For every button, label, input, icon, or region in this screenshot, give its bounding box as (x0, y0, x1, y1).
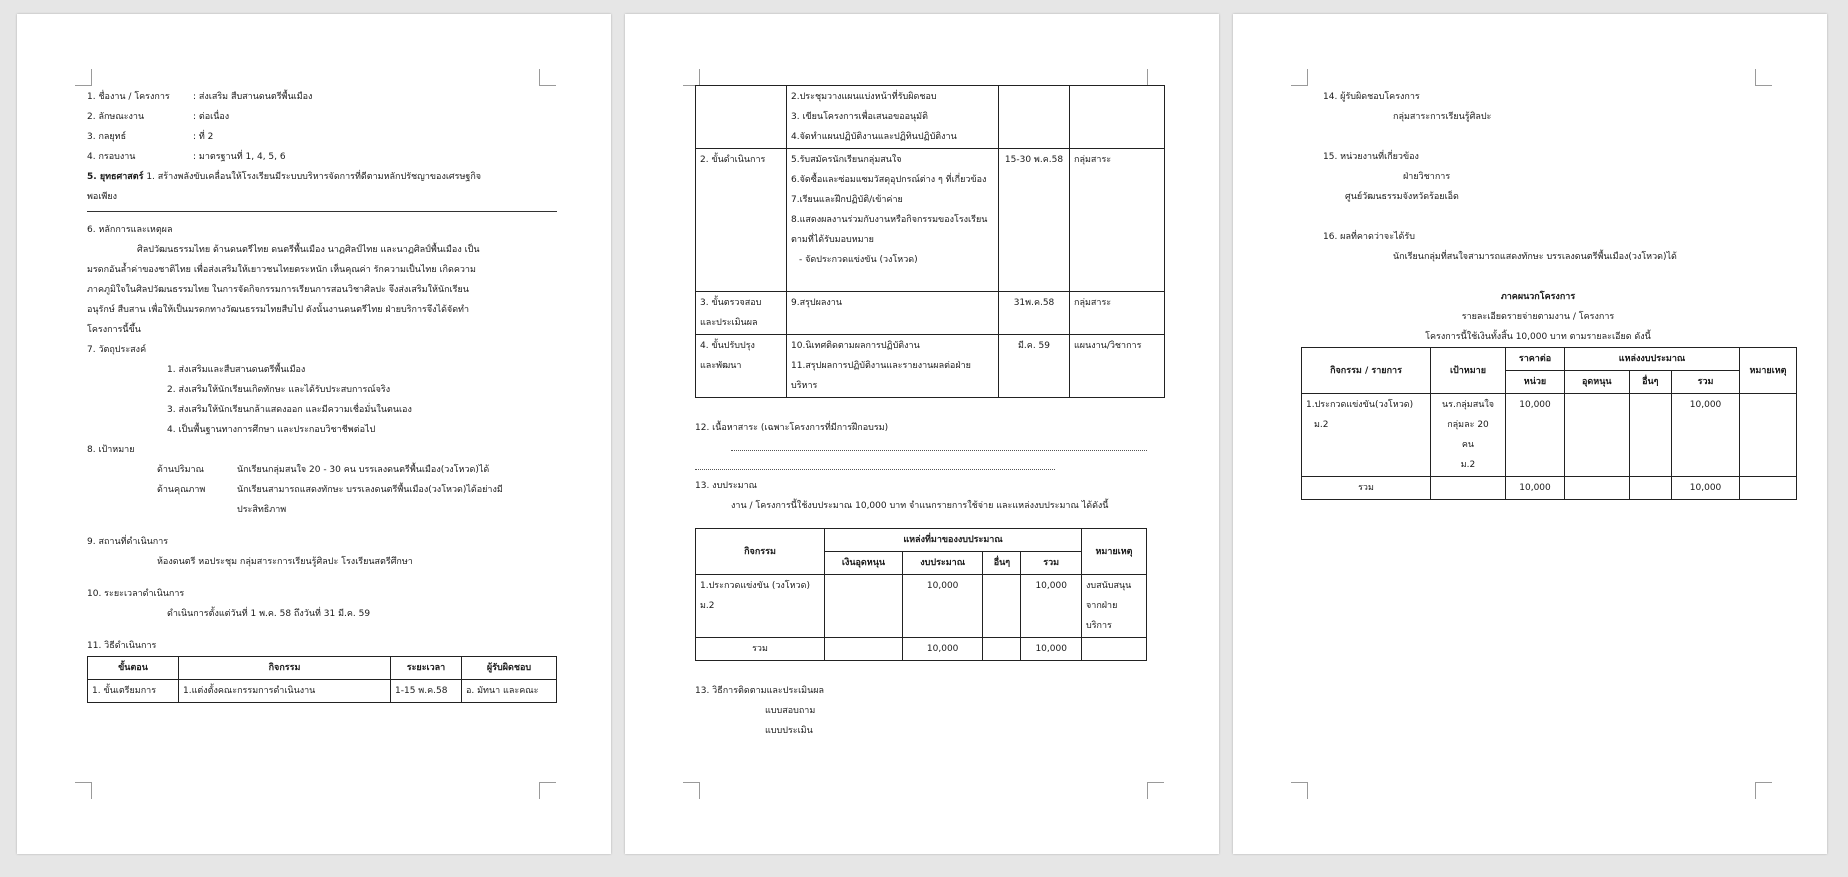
table-header-row (88, 657, 557, 680)
objective-item: 3. ส่งเสริมให้นักเรียนกล้าแสดงออก และมีความเชื่อมั่นในตนเอง (167, 405, 412, 415)
section-9-text: ห้องดนตรี หอประชุม กลุ่มสาระการเรียนรู้ศิลปะ โรงเรียนสตรีศึกษา (157, 557, 413, 567)
page-3-body (1303, 87, 1787, 500)
table-row: 2.ประชุมวางแผนแบ่งหน้าที่รับผิดชอบ 3. เขียนโครงการเพื่อเสนอขออนุมัติ 4.จัดทำแผนปฏิบัติงานและปฏิทินปฏิบัติงาน (696, 86, 1165, 149)
appendix-subtitle-2: โครงการนี้ใช้เงินทั้งสิ้น 10,000 บาท ตามรายละเอียด ดังนี้ (1425, 332, 1651, 342)
crop-mark (1755, 782, 1772, 799)
dotted-line (695, 457, 1055, 470)
section-6-title: 6. หลักการและเหตุผล (87, 225, 173, 235)
crop-mark (1147, 69, 1164, 86)
section-8-title: 8. เป้าหมาย (87, 445, 135, 455)
objective-item: 2. ส่งเสริมให้นักเรียนเกิดทักษะ และได้รับประสบการณ์จริง (167, 385, 391, 395)
objective-item: 1. ส่งเสริมและสืบสานดนตรีพื้นเมือง (167, 365, 306, 375)
objective-item: 4. เป็นพื้นฐานทางการศึกษา และประกอบวิชาชีพต่อไป (167, 425, 376, 435)
section-16-text: นักเรียนกลุ่มที่สนใจสามารถแสดงทักษะ บรรเลงดนตรีพื้นเมือง(วงโหวด)ได้ (1393, 252, 1677, 262)
target-quantity: ด้านปริมาณ นักเรียนกลุ่มสนใจ 20 - 30 คน บรรเลงดนตรีพื้นเมือง(วงโหวด)ได้ (157, 465, 490, 475)
method-table (87, 656, 557, 703)
crop-mark (75, 782, 92, 799)
section-14-title: 14. ผู้รับผิดชอบโครงการ (1323, 92, 1420, 102)
page-1-body (87, 87, 557, 703)
appendix-subtitle: รายละเอียดรายจ่ายตามงาน / โครงการ (1461, 312, 1615, 322)
budget-table (695, 528, 1147, 661)
strategy-line-2: พอเพียง (87, 192, 118, 202)
table-total-row: รวม 10,000 10,000 (696, 638, 1147, 661)
table-row: 2. ขั้นดำเนินการ 5.รับสมัครนักเรียนกลุ่มสนใจ 6.จัดซื้อและซ่อมแซมวัสดุอุปกรณ์ต่าง ๆ ที่เกี่ยวข้อง 7.เรียนและฝึกปฏิบัติ/เข้าค่าย 8.แสดงผลงานร่วมกับงานหรือกิจกรรมของโรงเรียน ตามที่ได้รับมอบหมาย - จัดประกวดแข่งขัน (วงโหวด) 15-30 พ.ค.58 กลุ่มสาระ (696, 149, 1165, 292)
crop-mark (75, 69, 92, 86)
section-6-line: มรดกอันล้ำค่าของชาติไทย เพื่อส่งเสริมให้เยาวชนไทยตระหนัก เห็นคุณค่า รักความเป็นไทย เกิดความ (87, 265, 476, 275)
section-15-title: 15. หน่วยงานที่เกี่ยวข้อง (1323, 152, 1419, 162)
section-6-line: ศิลปวัฒนธรรมไทย ด้านดนตรีไทย ดนตรีพื้นเมือง นาฏศิลป์ไทย และนาฏศิลป์พื้นเมือง เป็น (137, 245, 480, 255)
header-duration: ระยะเวลา (391, 657, 462, 680)
info-line: 3. กลยุทธ์ : ที่ 2 (87, 132, 214, 142)
info-line: 4. กรอบงาน : มาตรฐานที่ 1, 4, 5, 6 (87, 152, 286, 162)
evaluation-item: แบบประเมิน (765, 726, 813, 736)
table-header-row: กิจกรรม แหล่งที่มาของงบประมาณ หมายเหตุ (696, 529, 1147, 552)
crop-mark (1291, 782, 1308, 799)
section-7-title: 7. วัตถุประสงค์ (87, 345, 147, 355)
page-2-body (695, 85, 1165, 741)
table-total-row: รวม 10,000 10,000 (1302, 477, 1797, 500)
section-16-title: 16. ผลที่คาดว่าจะได้รับ (1323, 232, 1415, 242)
header-activity: กิจกรรม (179, 657, 391, 680)
document-page-1 (17, 14, 611, 854)
table-row: 1.ประกวดแข่งขัน (วงโหวด) ม.2 10,000 10,000 งบสนับสนุน จากฝ่าย บริการ (696, 575, 1147, 638)
section-10-text: ดำเนินการตั้งแต่วันที่ 1 พ.ค. 58 ถึงวันที่ 31 มี.ค. 59 (167, 609, 371, 619)
table-header-row: กิจกรรม / รายการ เป้าหมาย ราคาต่อ แหล่งงบประมาณ หมายเหตุ (1302, 348, 1797, 371)
table-row: 1.ประกวดแข่งขัน(วงโหวด) ม.2 นร.กลุ่มสนใจ กลุ่มละ 20 คน ม.2 10,000 10,000 (1302, 394, 1797, 477)
info-line: 1. ชื่องาน / โครงการ : ส่งเสริม สืบสานดนตรีพื้นเมือง (87, 92, 313, 102)
section-6-line: อนุรักษ์ สืบสาน เพื่อให้เป็นมรดกทางวัฒนธรรมไทยสืบไป ดังนั้นงานดนตรีไทย ฝ่ายบริการจึงได้จัดทำ (87, 305, 470, 315)
expense-table (1301, 347, 1797, 500)
section-12-title: 12. เนื้อหาสาระ (เฉพาะโครงการที่มีการฝึกอบรม) (695, 423, 889, 433)
header-step: ขั้นตอน (88, 657, 179, 680)
related-unit: ฝ่ายวิชาการ (1403, 172, 1451, 182)
crop-mark (683, 69, 700, 86)
table-header-row: เงินอุดหนุน งบประมาณ อื่นๆ รวม (696, 552, 1147, 575)
dotted-line (731, 438, 1147, 451)
method-table-continued (695, 85, 1165, 398)
crop-mark (1291, 69, 1308, 86)
crop-mark (1147, 782, 1164, 799)
table-row: 3. ขั้นตรวจสอบ และประเมินผล 9.สรุปผลงาน 31พ.ค.58 กลุ่มสาระ (696, 292, 1165, 335)
section-13-text: งาน / โครงการนี้ใช้งบประมาณ 10,000 บาท จำแนกรายการใช้จ่าย และแหล่งงบประมาณ ได้ดังนี้ (731, 501, 1109, 511)
header-owner: ผู้รับผิดชอบ (462, 657, 557, 680)
section-10-title: 10. ระยะเวลาดำเนินการ (87, 589, 185, 599)
section-6-line: โครงการนี้ขึ้น (87, 325, 141, 335)
related-unit: ศูนย์วัฒนธรรมจังหวัดร้อยเอ็ด (1345, 192, 1459, 202)
target-quality-2: ประสิทธิภาพ (237, 505, 287, 515)
table-header-row: หน่วย อุดหนุน อื่นๆ รวม (1302, 371, 1797, 394)
target-quality: ด้านคุณภาพ นักเรียนสามารถแสดงทักษะ บรรเลงดนตรีพื้นเมือง(วงโหวด)ได้อย่างมี (157, 485, 503, 495)
section-14-text: กลุ่มสาระการเรียนรู้ศิลปะ (1393, 112, 1492, 122)
table-row: 4. ขั้นปรับปรุง และพัฒนา 10.นิเทศติดตามผลการปฏิบัติงาน 11.สรุปผลการปฏิบัติงานและรายงานผลต่อฝ่าย บริหาร มี.ค. 59 แผนงาน/วิชาการ (696, 335, 1165, 398)
section-6-line: ภาคภูมิใจในศิลปวัฒนธรรมไทย ในการจัดกิจกรรมการเรียนการสอนวิชาศิลปะ จึงส่งเสริมให้นักเรียน (87, 285, 469, 295)
strategy-line: 5. ยุทธศาสตร์ 1. สร้างพลังขับเคลื่อนให้โรงเรียนมีระบบบริหารจัดการที่ดีตามหลักปรัชญาของเศรษฐกิจ (87, 172, 482, 182)
section-13-title: 13. งบประมาณ (695, 481, 757, 491)
document-page-2 (625, 14, 1219, 854)
evaluation-item: แบบสอบถาม (765, 706, 816, 716)
info-line: 2. ลักษณะงาน : ต่อเนื่อง (87, 112, 230, 122)
section-9-title: 9. สถานที่ดำเนินการ (87, 537, 169, 547)
appendix-title: ภาคผนวกโครงการ (1500, 292, 1576, 302)
crop-mark (539, 69, 556, 86)
section-11-title: 11. วิธีดำเนินการ (87, 641, 157, 651)
horizontal-rule (87, 211, 557, 220)
section-13b-title: 13. วิธีการติดตามและประเมินผล (695, 686, 825, 696)
crop-mark (683, 782, 700, 799)
crop-mark (539, 782, 556, 799)
table-row: 1. ขั้นเตรียมการ 1.แต่งตั้งคณะกรรมการดำเนินงาน 1-15 พ.ค.58 อ. มัทนา และคณะ (88, 680, 557, 703)
crop-mark (1755, 69, 1772, 86)
document-page-3 (1233, 14, 1827, 854)
